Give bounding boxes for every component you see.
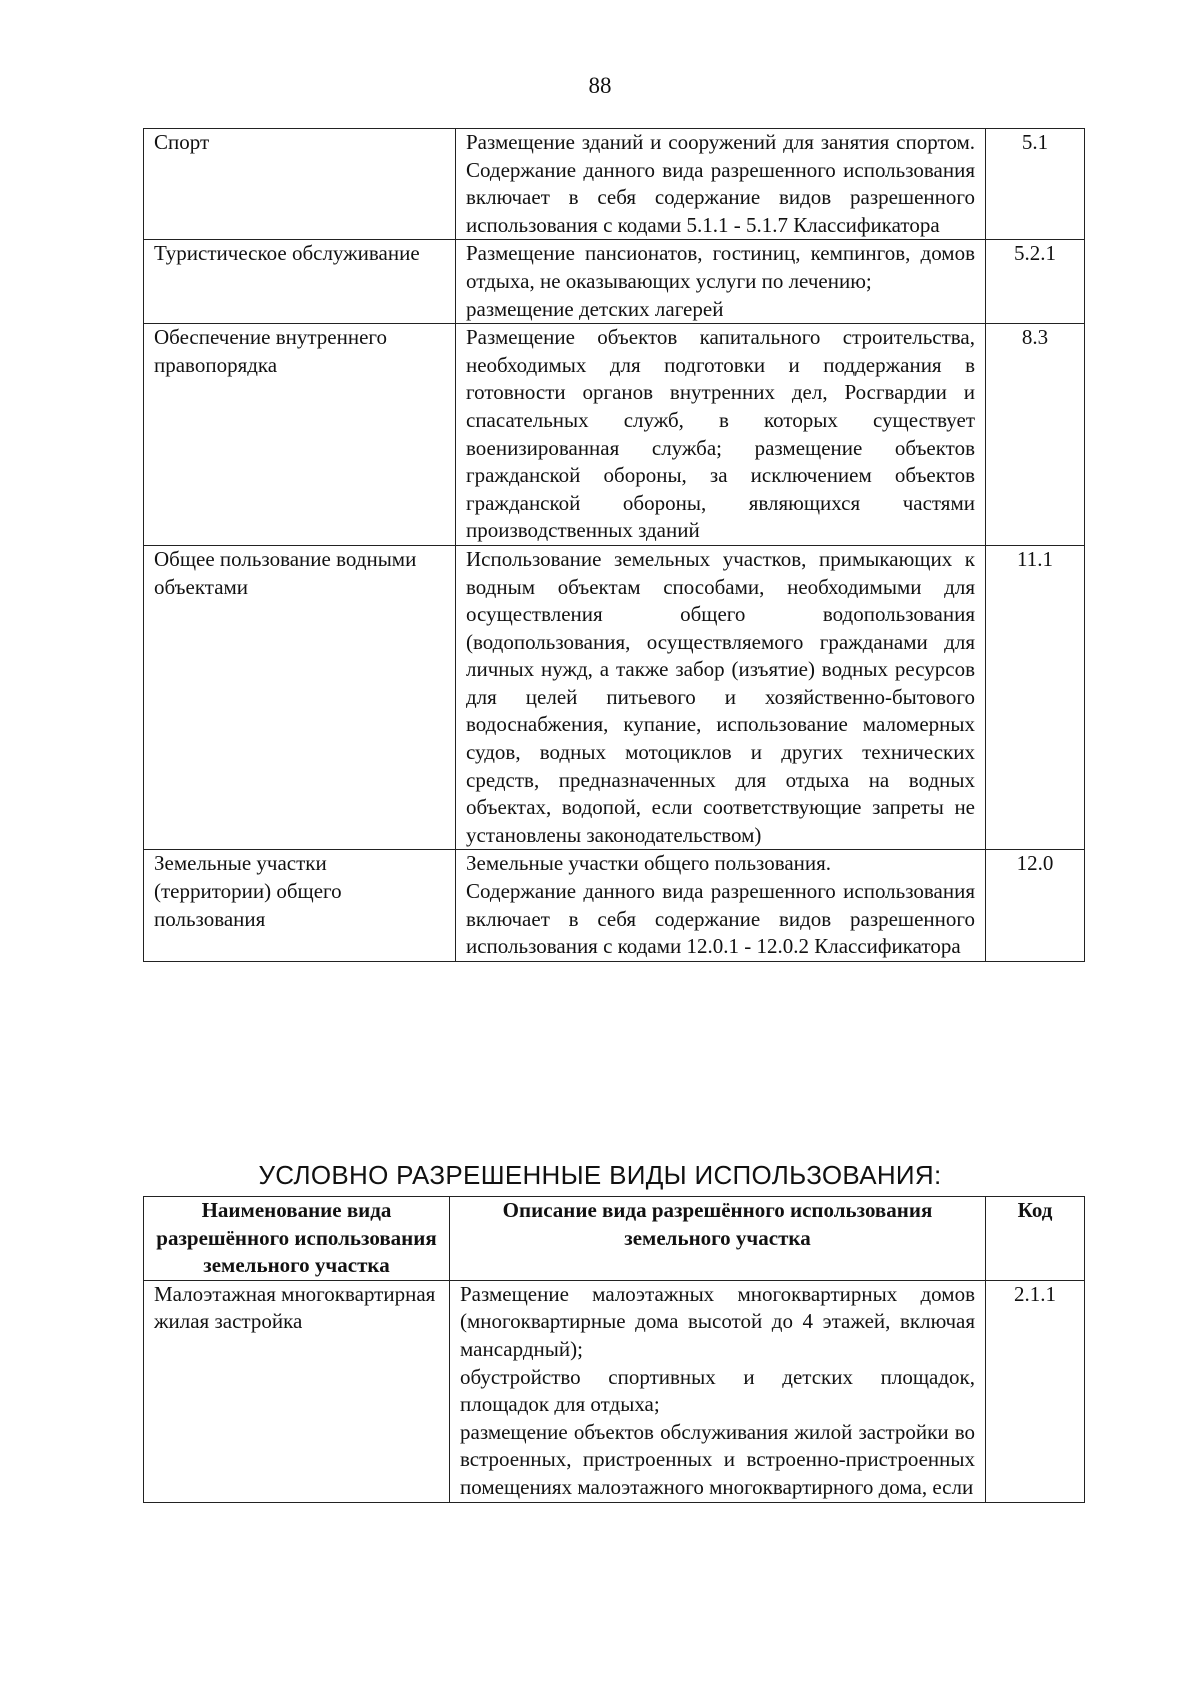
table-row	[144, 129, 1085, 240]
table-header-row	[144, 1197, 1085, 1281]
use-code: 8.3	[986, 324, 1085, 546]
section-title: УСЛОВНО РАЗРЕШЕННЫЕ ВИДЫ ИСПОЛЬЗОВАНИЯ:	[258, 1160, 942, 1190]
use-description	[456, 240, 986, 324]
use-code: 5.2.1	[986, 240, 1085, 324]
column-header-description: Описание вида разрешённого использования земельного участка	[450, 1197, 986, 1281]
use-name: Земельные участки (территории) общего пользования	[144, 850, 456, 961]
column-header-name: Наименование вида разрешённого использования земельного участка	[144, 1197, 450, 1281]
use-name: Общее пользование водными объектами	[144, 545, 456, 850]
permitted-uses-table	[143, 128, 1085, 962]
table-row	[144, 324, 1085, 546]
use-description	[450, 1280, 986, 1502]
use-name: Спорт	[144, 129, 456, 240]
use-description	[456, 850, 986, 961]
use-description: Размещение зданий и сооружений для занятия спортом. Содержание данного вида разрешенного использования включает в себя содержание видов разрешенного использования с кодами 5.1.1 - 5.1.7 Классификатора	[456, 129, 986, 240]
use-code: 11.1	[986, 545, 1085, 850]
description-paragraph: Содержание данного вида разрешенного использования включает в себя содержание видов разрешенного использования с кодами 12.0.1 - 12.0.2 Классификатора	[466, 879, 975, 959]
table-row	[144, 850, 1085, 961]
description-paragraph: Размещение малоэтажных многоквартирных домов (многоквартирные дома высотой до 4 этажей, включая мансардный);	[460, 1281, 975, 1361]
use-name: Туристическое обслуживание	[144, 240, 456, 324]
table-row	[144, 240, 1085, 324]
description-paragraph: размещение детских лагерей	[466, 296, 724, 321]
use-code: 12.0	[986, 850, 1085, 961]
use-code: 5.1	[986, 129, 1085, 240]
description-paragraph: обустройство спортивных и детских площадок, площадок для отдыха;	[460, 1364, 975, 1417]
page-number: 88	[588, 73, 612, 98]
table-row	[144, 545, 1085, 850]
use-name: Малоэтажная многоквартирная жилая застройка	[144, 1280, 450, 1502]
use-code: 2.1.1	[986, 1280, 1085, 1502]
description-paragraph: Земельные участки общего пользования.	[466, 851, 832, 876]
use-description: Использование земельных участков, примыкающих к водным объектам способами, необходимыми для осуществления общего водопользования (водопользования, осуществляемого гражданами для личных нужд, а также забор (изъятие) водных ресурсов для целей питьевого и хозяйственно-бытового водоснабжения, купание, использование маломерных судов, водных мотоциклов и других технических средств, предназначенных для отдыха на водных объектах, водопой, если соответствующие запреты не установлены законодательством)	[456, 545, 986, 850]
use-name: Обеспечение внутреннего правопорядка	[144, 324, 456, 546]
use-description: Размещение объектов капитального строительства, необходимых для подготовки и поддержания в готовности органов внутренних дел, Росгвардии и спасательных служб, в которых существует военизированная служба; размещение объектов гражданской обороны, за исключением объектов гражданской обороны, являющихся частями производственных зданий	[456, 324, 986, 546]
description-paragraph: размещение объектов обслуживания жилой застройки во встроенных, пристроенных и встроенно-пристроенных помещениях малоэтажного многоквартирного дома, если	[460, 1419, 975, 1499]
column-header-code: Код	[986, 1197, 1085, 1281]
table-row	[144, 1280, 1085, 1502]
conditional-uses-table	[143, 1196, 1085, 1503]
description-paragraph: Размещение пансионатов, гостиниц, кемпингов, домов отдыха, не оказывающих услуги по лечению;	[466, 241, 975, 293]
